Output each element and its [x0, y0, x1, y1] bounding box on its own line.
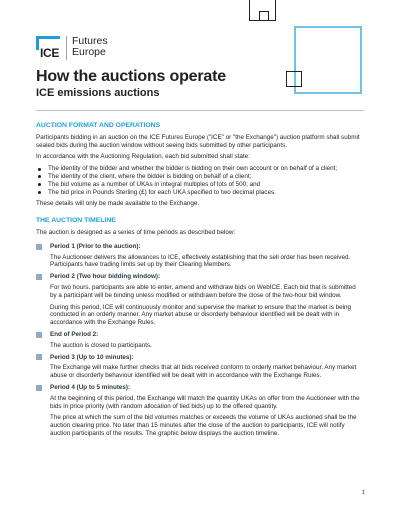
format-paragraph-2: In accordance with the Auctioning Regulation, each bid submitted shall state: — [36, 153, 250, 161]
logo-line-1: Futures — [72, 35, 108, 47]
square-bullet-icon — [36, 354, 42, 360]
bid-requirement-item: The bid volume as a number of UKAs in integral multiples of lots of 500; and — [36, 181, 364, 189]
square-bullet-icon — [36, 274, 42, 280]
bid-requirements-list — [36, 165, 364, 196]
page-subtitle: ICE emissions auctions — [36, 87, 160, 99]
square-bullet-icon — [36, 332, 42, 338]
period-title: End of Period 2: — [50, 330, 99, 338]
period-text: For two hours, participants are able to enter, amend and withdraw bids on WebICE. Each bid that is submitted by a participant will be binding unless modified or withdrawn before the close of the two-hour bid window. — [50, 283, 356, 299]
section-heading-format: AUCTION FORMAT AND OPERATIONS — [36, 122, 161, 129]
period-text: During this period, ICE will continuously monitor and supervise the market to ensure that the market is being conducted in an orderly manner. Any market abuse or disorderly behaviour identified will be dealt with in accordance with the Exchange Rules. — [50, 303, 351, 327]
period-title: Period 2 (Two hour bidding window): — [50, 273, 161, 281]
page-number: 1 — [361, 490, 365, 496]
period-4 — [36, 384, 364, 438]
bid-requirement-item: The identity of the client, where the bidder is bidding on behalf of a client; — [36, 173, 364, 181]
logo-mark-text: ICE — [40, 46, 60, 60]
period-3 — [36, 354, 364, 380]
period-2 — [36, 273, 364, 327]
page-title: How the auctions operate — [36, 68, 226, 85]
period-text: The auction is closed to participants. — [50, 341, 152, 349]
format-paragraph-3: These details will only be made available to the Exchange. — [36, 200, 200, 208]
period-text: The Auctioneer delivers the allowances to ICE, effectively establishing that the sell order has been received. Participants have trading limits set up by their Clearing Members. — [50, 253, 351, 269]
deco-square-blue-large — [294, 26, 362, 94]
square-bullet-icon — [36, 385, 42, 391]
square-bullet-icon — [36, 244, 42, 250]
ice-futures-europe-logo — [36, 36, 108, 60]
timeline-intro: The auction is designed as a series of time periods as described below: — [36, 228, 236, 236]
period-title: Period 4 (Up to 5 minutes): — [50, 383, 131, 391]
logo-words — [72, 36, 108, 58]
period-title: Period 3 (Up to 10 minutes): — [50, 353, 134, 361]
bid-requirement-item: The bid price in Pounds Sterling (£) for each UKA specified to two decimal places. — [36, 189, 364, 197]
format-paragraph-1: Participants bidding in an auction on the ICE Futures Europe ("ICE" or "the Exchange") auction platform shall submit sealed bids during the auction window without seeing bids submitted by other participants. — [36, 133, 360, 149]
deco-square-black-mid — [286, 71, 302, 87]
deco-square-black-small — [259, 11, 269, 21]
ice-logo-mark — [36, 36, 60, 60]
period-text: At the beginning of this period, the Exchange will match the quantity UKAs on offer from the Auctioneer with the bids in price priority (with random allocation of tied bids) up to the offered quantity. — [50, 394, 360, 410]
period-title: Period 1 (Prior to the auction): — [50, 242, 141, 250]
bid-requirement-item: The identity of the bidder and whether the bidder is bidding on their own account or on behalf of a client; — [36, 165, 364, 173]
period-text: The price at which the sum of the bid volumes matches or exceeds the volume of UKAs auctioned shall be the auction clearing price. No later than 15 minutes after the close of the auction to participants, ICE will notify auction participants of the results. The graphic below displays the auction timeline. — [50, 414, 357, 437]
period-end-2 — [36, 331, 364, 350]
logo-divider — [66, 36, 67, 60]
period-1 — [36, 243, 364, 269]
document-body — [36, 122, 364, 442]
section-heading-timeline: THE AUCTION TIMELINE — [36, 217, 116, 225]
header-rule — [36, 110, 364, 111]
logo-line-2: Europe — [72, 46, 106, 58]
period-text: The Exchange will make further checks that all bids received conform to orderly market behaviour. Any market abuse or disorderly behaviour identified will be dealt with in accordance with the Exchange Rules. — [50, 364, 357, 380]
